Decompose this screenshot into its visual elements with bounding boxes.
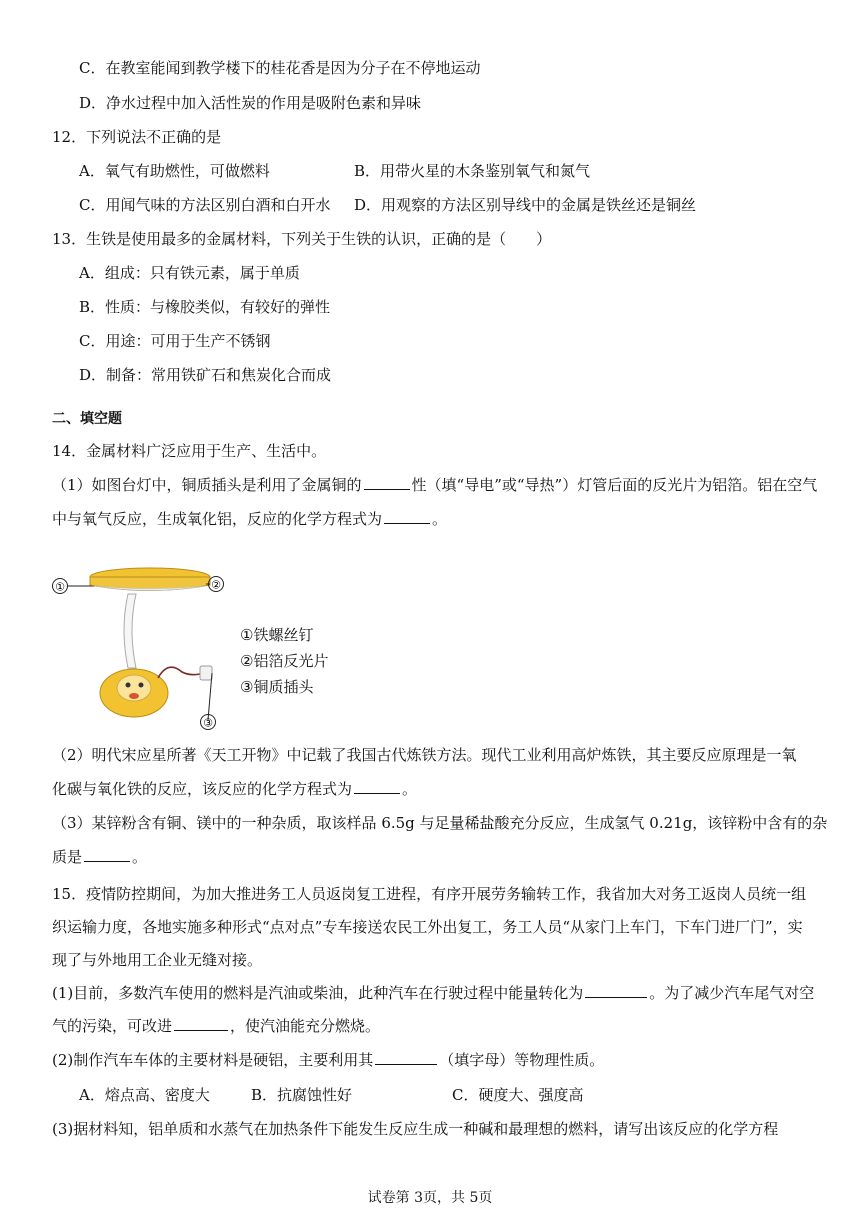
answer-blank[interactable] — [585, 983, 647, 998]
answer-blank[interactable] — [354, 779, 400, 794]
q15-part3-line1: (3)据材料知，铝单质和水蒸气在加热条件下能发生反应生成一种碱和最理想的燃料，请写出该反应的化学方程 — [52, 1120, 779, 1138]
q14-part1-text-b: 性（填“导电”或“导热”）灯管后面的反光片为铝箔。铝在空气 — [411, 476, 818, 494]
answer-blank[interactable] — [375, 1050, 437, 1065]
q13-option-b: B．性质：与橡胶类似，有较好的弹性 — [79, 298, 331, 316]
lamp-neck — [124, 594, 136, 668]
q15-part1-line2 — [52, 1016, 380, 1036]
q14-part3-text-b: 。 — [132, 848, 148, 866]
legend-item-aluminum-reflector: ②铝箔反光片 — [240, 652, 329, 670]
marker-1: ① — [55, 580, 65, 594]
figure-legend — [240, 622, 328, 700]
q14-part2-text-b: 。 — [402, 780, 418, 798]
q15-part1-text-c: 气的污染，可改进 — [52, 1017, 173, 1035]
q14-part2-line2 — [52, 779, 417, 799]
lamp-mouth — [129, 693, 139, 699]
q12-option-c: C．用闻气味的方法区别白酒和白开水 — [79, 196, 331, 214]
q15-part2-option-b: B．抗腐蚀性好 — [251, 1086, 353, 1104]
q12-option-a: A．氧气有助燃性，可做燃料 — [79, 162, 270, 180]
q15-part1-text-a: (1)目前，多数汽车使用的燃料是汽油或柴油，此种汽车在行驶过程中能量转化为 — [52, 984, 584, 1002]
q15-stem-line3: 现了与外地用工企业无缝对接。 — [52, 951, 263, 969]
q12-stem: 12．下列说法不正确的是 — [52, 128, 222, 146]
answer-blank[interactable] — [384, 509, 430, 524]
q11-option-c: C．在教室能闻到教学楼下的桂花香是因为分子在不停地运动 — [79, 59, 481, 77]
q15-part2-option-a: A．熔点高、密度大 — [79, 1086, 210, 1104]
q14-part1-text-c: 中与氧气反应，生成氧化铝，反应的化学方程式为 — [52, 510, 383, 528]
q15-part1-text-b: 。为了减少汽车尾气对空 — [649, 984, 815, 1002]
legend-item-copper-plug: ③铜质插头 — [240, 678, 314, 696]
q14-part2-line1: （2）明代宋应星所著《天工开物》中记载了我国古代炼铁方法。现代工业利用高炉炼铁，其主要反应原理是一氧 — [52, 746, 797, 764]
q15-part2-line — [52, 1050, 604, 1070]
q12-option-b: B．用带火星的木条鉴别氧气和氮气 — [354, 162, 591, 180]
marker-2: ② — [211, 578, 221, 592]
q14-part1-text-a: （1）如图台灯中，铜质插头是利用了金属铜的 — [52, 476, 362, 494]
marker-3: ③ — [203, 716, 213, 730]
q15-part1-line1 — [52, 983, 814, 1003]
q14-part1-text-d: 。 — [432, 510, 448, 528]
q15-part2-text-a: (2)制作汽车车体的主要材料是硬铝，主要利用其 — [52, 1051, 374, 1069]
q13-option-a: A．组成：只有铁元素，属于单质 — [79, 264, 300, 282]
q14-part2-text-a: 化碳与氧化铁的反应，该反应的化学方程式为 — [52, 780, 353, 798]
q15-part1-text-d: ，使汽油能充分燃烧。 — [230, 1017, 381, 1035]
q14-stem: 14．金属材料广泛应用于生产、生活中。 — [52, 442, 327, 460]
q14-part1-line1 — [52, 475, 817, 495]
legend-item-iron-screw: ①铁螺丝钉 — [240, 626, 314, 644]
q13-option-c: C．用途：可用于生产不锈钢 — [79, 332, 271, 350]
page-footer: 试卷第 3页，共 5页 — [367, 1190, 493, 1206]
q13-option-d: D．制备：常用铁矿石和焦炭化合而成 — [79, 366, 332, 384]
q14-part3-text-a: 质是 — [52, 848, 83, 866]
q15-stem-line2: 织运输力度，各地实施多种形式“点对点”专车接送农民工外出复工，务工人员“从家门上车门，下车门进厂门”，实 — [52, 918, 803, 936]
q12-option-d: D．用观察的方法区别导线中的金属是铁丝还是铜丝 — [354, 196, 697, 214]
q14-part3-line1: （3）某锌粉含有铜、镁中的一种杂质，取该样品 6.5g 与足量稀盐酸充分反应，生成氢气 0.21g，该锌粉中含有的杂 — [52, 814, 828, 832]
lamp-eye — [139, 683, 144, 688]
q14-part1-line2 — [52, 509, 447, 529]
q13-stem: 13．生铁是使用最多的金属材料，下列关于生铁的认识，正确的是（ ） — [52, 230, 552, 248]
q11-option-d: D．净水过程中加入活性炭的作用是吸附色素和异味 — [79, 94, 422, 112]
q15-part2-option-c: C．硬度大、强度高 — [452, 1086, 584, 1104]
q15-part2-text-b: （填字母）等物理性质。 — [439, 1051, 605, 1069]
answer-blank[interactable] — [364, 475, 410, 490]
q15-stem-line1: 15．疫情防控期间，为加大推进务工人员返岗复工进程，有序开展劳务输转工作，我省加大对务工返岗人员统一组 — [52, 885, 807, 903]
answer-blank[interactable] — [84, 847, 130, 862]
answer-blank[interactable] — [174, 1016, 228, 1031]
copper-plug — [200, 666, 212, 680]
q14-part3-line2 — [52, 847, 147, 867]
power-cord — [158, 667, 200, 678]
section-heading: 二、填空题 — [52, 411, 122, 427]
lamp-eye — [126, 683, 131, 688]
